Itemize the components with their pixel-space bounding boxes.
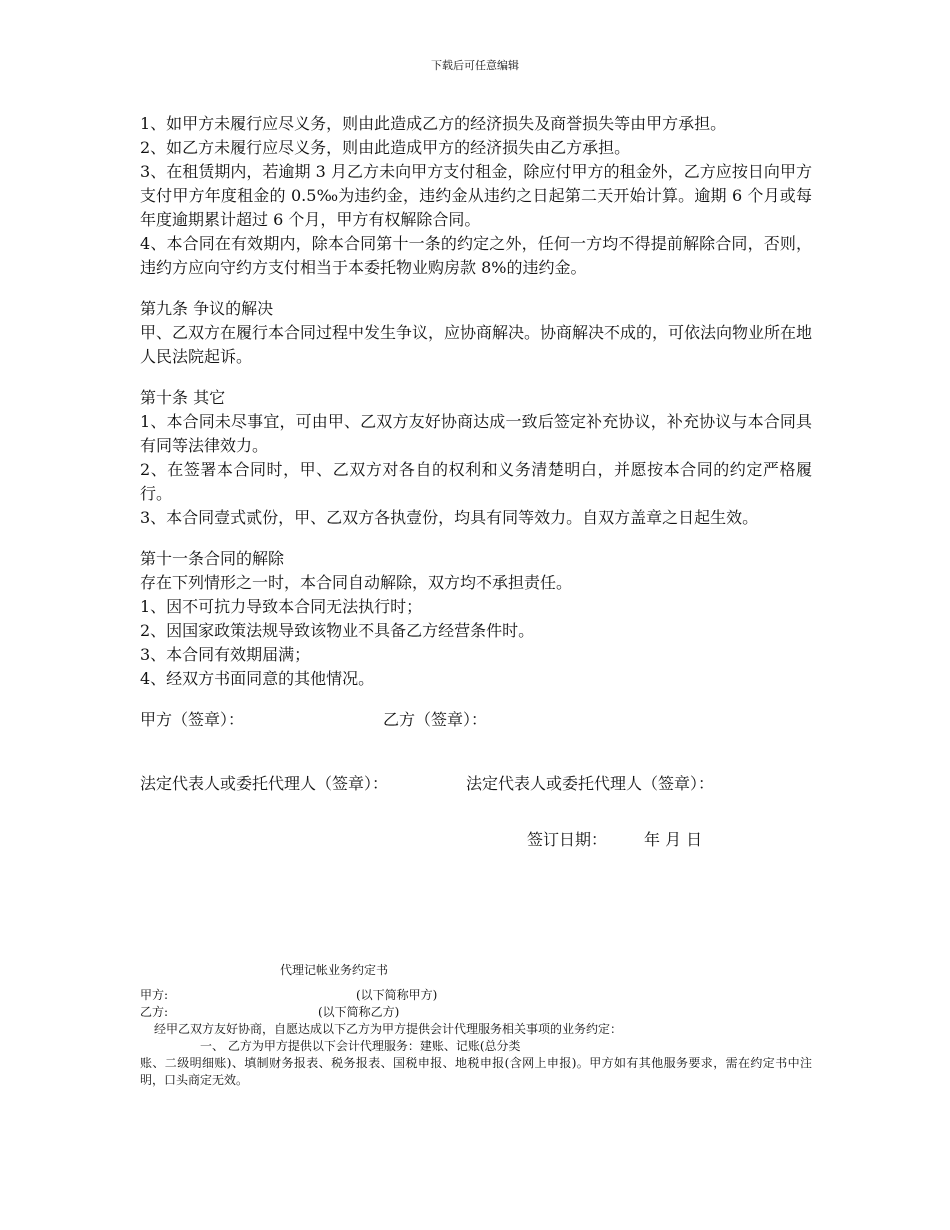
page-header-note: 下载后可任意编辑 (431, 59, 519, 72)
agency-party-b-label: 乙方: (140, 1005, 169, 1019)
breach-item-1: 1、如甲方未履行应尽义务，则由此造成乙方的经济损失及商誉损失等由甲方承担。 (140, 114, 727, 133)
spacer (140, 369, 812, 386)
agency-item1-head: 一、 乙方为甲方提供以下会计代理服务：建账、记账(总分类 (200, 1039, 521, 1053)
breach-item-2: 2、如乙方未履行应尽义务，则由此造成甲方的经济损失由乙方承担。 (140, 138, 631, 157)
agency-intro: 经甲乙双方友好协商，自愿达成以下乙方为甲方提供会计代理服务相关事项的业务约定： (154, 1022, 623, 1036)
article10-item-2: 2、在签署本合同时，甲、乙双方对各自的权利和义务清楚明白，并愿按本合同的约定严格履行。 (140, 460, 812, 503)
breach-item-4: 4、本合同在有效期内，除本合同第十一条的约定之外，任何一方均不得提前解除合同，否则，违约方应向守约方支付相当于本委托物业购房款 8%的违约金。 (140, 234, 812, 277)
article10-item-3: 3、本合同壹式贰份，甲、乙双方各执壹份，均具有同等效力。自双方盖章之日起生效。 (140, 508, 759, 527)
agency-party-a-line (140, 987, 812, 1004)
spacer (140, 796, 812, 828)
agency-agreement-title: 代理记帐业务约定书 (280, 963, 389, 977)
breach-item-3: 3、在租赁期内，若逾期 3 月乙方未向甲方支付租金，除应付甲方的租金外，乙方应按日向甲方支付甲方年度租金的 0.5‰为违约金，违约金从违约之日起第二天开始计算。逾期 6 个月或每年度逾期累计超过 6 个月，甲方有权解除合同。 (140, 162, 812, 229)
spacer (140, 732, 812, 772)
article11-item-1: 1、因不可抗力导致本合同无法执行时； (140, 597, 423, 616)
article11-intro: 存在下列情形之一时，本合同自动解除，双方均不承担责任。 (140, 573, 573, 592)
article9-body: 甲、乙双方在履行本合同过程中发生争议，应协商解决。协商解决不成的，可依法向物业所在地人民法院起诉。 (140, 323, 813, 366)
article10-item-1: 1、本合同未尽事宜，可由甲、乙双方友好协商达成一致后签定补充协议，补充协议与本合同具有同等法律效力。 (140, 412, 812, 455)
agency-party-b-note: (以下简称乙方) (318, 1005, 400, 1019)
article11-item-3: 3、本合同有效期届满； (140, 645, 311, 664)
spacer (140, 691, 812, 708)
signing-date-label: 签订日期： (527, 830, 608, 849)
article11-item-2: 2、因国家政策法规导致该物业不具备乙方经营条件时。 (140, 621, 535, 640)
agency-agreement-section (140, 962, 812, 1089)
spacer (140, 530, 812, 547)
article10-title: 第十条 其它 (140, 388, 226, 407)
party-a-signature-label: 甲方（签章）： (140, 710, 245, 729)
spacer (140, 280, 812, 297)
agency-party-b-line (140, 1004, 812, 1021)
agency-party-a-label: 甲方: (140, 988, 169, 1002)
agency-party-a-note: (以下简称甲方) (356, 988, 438, 1002)
article9-title: 第九条 争议的解决 (140, 299, 274, 318)
signature-row-representatives (140, 772, 812, 796)
party-b-signature-label: 乙方（签章）： (383, 710, 488, 729)
article11-title: 第十一条合同的解除 (140, 549, 285, 568)
agency-item1-body: 账、二级明细账)、填制财务报表、税务报表、国税申报、地税申报(含网上申报)。甲方如有其他服务要求，需在约定书中注明，口头商定无效。 (140, 1056, 812, 1087)
signing-date-row (140, 828, 812, 852)
party-a-representative-label: 法定代表人或委托代理人（签章）： (140, 774, 389, 793)
spacer (140, 979, 812, 987)
contract-body (140, 112, 812, 852)
party-b-representative-label: 法定代表人或委托代理人（签章）： (466, 774, 715, 793)
signing-date-fields: 年 月 日 (644, 830, 703, 849)
article11-item-4: 4、经双方书面同意的其他情况。 (140, 669, 375, 688)
signature-row-parties (140, 708, 812, 732)
